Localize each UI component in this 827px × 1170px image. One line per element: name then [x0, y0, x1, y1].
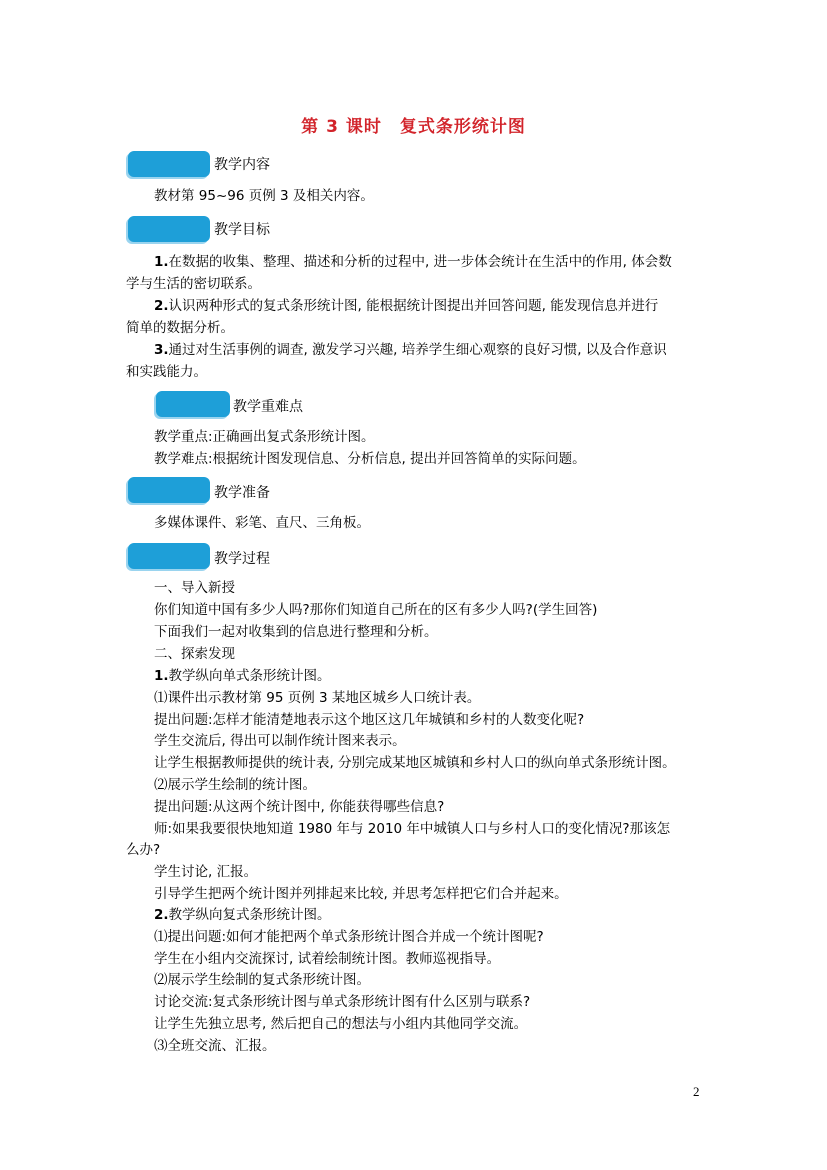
goal-number: 1.: [154, 254, 169, 270]
goal-3-line-2: 和实践能力。: [126, 364, 207, 380]
section-label: 教学过程: [214, 551, 270, 567]
step-number: 1.: [154, 668, 169, 684]
process-line: ⑴课件出示教材第 95 页例 3 某地区城乡人口统计表。: [154, 690, 481, 706]
prep-text: 多媒体课件、彩笔、直尺、三角板。: [154, 515, 370, 531]
section-header-goals: [128, 216, 328, 242]
section-header-content: [128, 151, 328, 177]
goal-number: 3.: [154, 342, 169, 358]
process-step-1: [154, 666, 331, 686]
goal-2-line-2: 简单的数据分析。: [126, 320, 234, 336]
process-line: ⑶全班交流、汇报。: [154, 1038, 276, 1054]
goal-2-line-1: [154, 296, 658, 316]
process-line: 提出问题:从这两个统计图中, 你能获得哪些信息?: [154, 799, 445, 815]
section-label: 教学目标: [214, 222, 270, 238]
page-number: 2: [693, 1084, 700, 1099]
page-title: 第 3 课时 复式条形统计图: [301, 117, 526, 137]
goal-text: 在数据的收集、整理、描述和分析的过程中, 进一步体会统计在生活中的作用, 体会数: [168, 254, 672, 270]
process-line: ⑵展示学生绘制的复式条形统计图。: [154, 972, 370, 988]
process-line: 学生讨论, 汇报。: [154, 864, 258, 880]
process-line: 引导学生把两个统计图并列排起来比较, 并思考怎样把它们合并起来。: [154, 886, 568, 902]
process-line: 学生交流后, 得出可以制作统计图来表示。: [154, 733, 406, 749]
goal-3-line-1: [154, 340, 667, 360]
section-tab-decoration: [156, 391, 230, 417]
section-header-process: [128, 543, 328, 569]
process-line: 下面我们一起对收集到的信息进行整理和分析。: [154, 624, 438, 640]
section-label: 教学准备: [214, 485, 270, 501]
step-text: 教学纵向复式条形统计图。: [168, 907, 331, 923]
process-line: ⑵展示学生绘制的统计图。: [154, 777, 316, 793]
goal-number: 2.: [154, 298, 169, 314]
process-line: 师:如果我要很快地知道 1980 年与 2010 年中城镇人口与乡村人口的变化情况?那该怎: [154, 821, 671, 837]
goal-text: 认识两种形式的复式条形统计图, 能根据统计图提出并回答问题, 能发现信息并进行: [168, 298, 659, 314]
goal-1-line-1: [154, 252, 672, 272]
section-tab-decoration: [128, 477, 210, 503]
process-step-2: [154, 905, 331, 925]
process-line: 么办?: [126, 842, 161, 858]
process-line: ⑴提出问题:如何才能把两个单式条形统计图合并成一个统计图呢?: [154, 929, 544, 945]
process-line: 讨论交流:复式条形统计图与单式条形统计图有什么区别与联系?: [154, 994, 531, 1010]
goal-text: 通过对生活事例的调查, 激发学习兴趣, 培养学生细心观察的良好习惯, 以及合作意识: [168, 342, 667, 358]
process-line: 你们知道中国有多少人吗?那你们知道自己所在的区有多少人吗?(学生回答): [154, 602, 598, 618]
section-tab-decoration: [128, 543, 210, 569]
goal-1-line-2: 学与生活的密切联系。: [126, 276, 261, 292]
process-heading-explore: 二、探索发现: [154, 646, 235, 662]
process-line: 提出问题:怎样才能清楚地表示这个地区这几年城镇和乡村的人数变化呢?: [154, 712, 585, 728]
process-heading-intro: 一、导入新授: [154, 580, 235, 596]
difficult-point-text: 教学难点:根据统计图发现信息、分析信息, 提出并回答简单的实际问题。: [154, 451, 586, 467]
section-label: 教学内容: [214, 157, 270, 173]
section-label: 教学重难点: [233, 399, 303, 415]
content-text: 教材第 95~96 页例 3 及相关内容。: [154, 188, 374, 204]
process-line: 学生在小组内交流探讨, 试着绘制统计图。教师巡视指导。: [154, 951, 501, 967]
section-tab-decoration: [128, 216, 210, 242]
key-point-text: 教学重点:正确画出复式条形统计图。: [154, 429, 375, 445]
step-text: 教学纵向单式条形统计图。: [168, 668, 331, 684]
process-line: 让学生根据教师提供的统计表, 分别完成某地区城镇和乡村人口的纵向单式条形统计图。: [154, 755, 676, 771]
section-header-keypoints: [156, 391, 356, 417]
section-tab-decoration: [128, 151, 210, 177]
section-header-prep: [128, 477, 328, 503]
step-number: 2.: [154, 907, 169, 923]
process-line: 让学生先独立思考, 然后把自己的想法与小组内其他同学交流。: [154, 1016, 528, 1032]
